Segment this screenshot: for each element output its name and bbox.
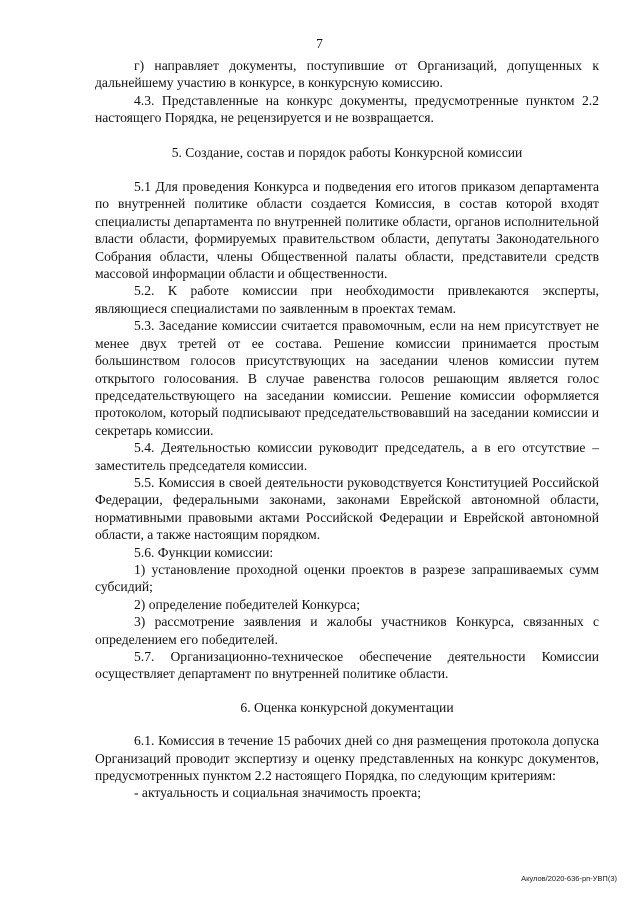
document-body (95, 57, 599, 802)
list-item-function-1: 1) установление проходной оценки проектов в разрезе запрашиваемых сумм субсидий; (95, 561, 599, 595)
paragraph-5-1: 5.1 Для проведения Конкурса и подведения его итогов приказом департамента по внутренней политике области создается Комиссия, в состав которой входят специалисты департамента по внутренней политике области, органов исполнительной власти области, формируемых правительством области, депутаты Законодательного Собрания области, члены Общественной палаты области, представители средств массовой информации области и общественности. (95, 179, 599, 282)
paragraph-5-7: 5.7. Организационно-техническое обеспечение деятельности Комиссии осуществляет департамент по внутренней политике области. (95, 649, 599, 682)
section-6-heading: 6. Оценка конкурсной документации (240, 699, 454, 715)
list-item-function-3: 3) рассмотрение заявления и жалобы участников Конкурса, связанных с определением его победителей. (95, 614, 599, 647)
document-code-footer: Акулов/2020-636-рп-УВП(3) (521, 874, 617, 883)
paragraph-5-3: 5.3. Заседание комиссии считается правомочным, если на нем присутствует не менее двух третей от ее состава. Решение комиссии принимается простым большинством голосов присутствующих на заседании членов комиссии путем открытого голосования. В случае равенства голосов решающим является голос председательствующего на заседании комиссии. Решение комиссии оформляется протоколом, который подписывают председательствовавший на заседании комиссии и секретарь комиссии. (95, 318, 599, 438)
paragraph-6-1: 6.1. Комиссия в течение 15 рабочих дней со дня размещения протокола допуска Организаций проводит экспертизу и оценку представленных на конкурс документов, предусмотренных пунктом 2.2 настоящего Порядка, по следующим критериям: (95, 733, 599, 784)
paragraph-5-6: 5.6. Функции комиссии: (134, 544, 274, 560)
list-item-function-2: 2) определение победителей Конкурса; (134, 596, 360, 612)
criterion-item-relevance: - актуальность и социальная значимость проекта; (134, 785, 421, 801)
paragraph-5-5: 5.5. Комиссия в своей деятельности руководствуется Конституцией Российской Федерации, федеральными законами, законами Еврейской автономной области, нормативными правовыми актами Российской Федерации и Еврейской автономной области, а также настоящим порядком. (95, 474, 599, 543)
paragraph-5-4: 5.4. Деятельностью комиссии руководит председатель, а в его отсутствие – заместитель председателя комиссии. (95, 440, 599, 473)
paragraph-4-2g: г) направляет документы, поступившие от Организаций, допущенных к дальнейшему участию в конкурсе, в конкурсную комиссию. (95, 58, 599, 91)
page-number: 7 (316, 36, 323, 51)
paragraph-4-3: 4.3. Представленные на конкурс документы, предусмотренные пунктом 2.2 настоящего Порядка, не рецензируется и не возвращается. (95, 92, 599, 126)
paragraph-5-2: 5.2. К работе комиссии при необходимости привлекаются эксперты, являющиеся специалистами по заявленным в проектах темам. (95, 283, 599, 316)
section-5-heading: 5. Создание, состав и порядок работы Конкурсной комиссии (171, 144, 523, 160)
